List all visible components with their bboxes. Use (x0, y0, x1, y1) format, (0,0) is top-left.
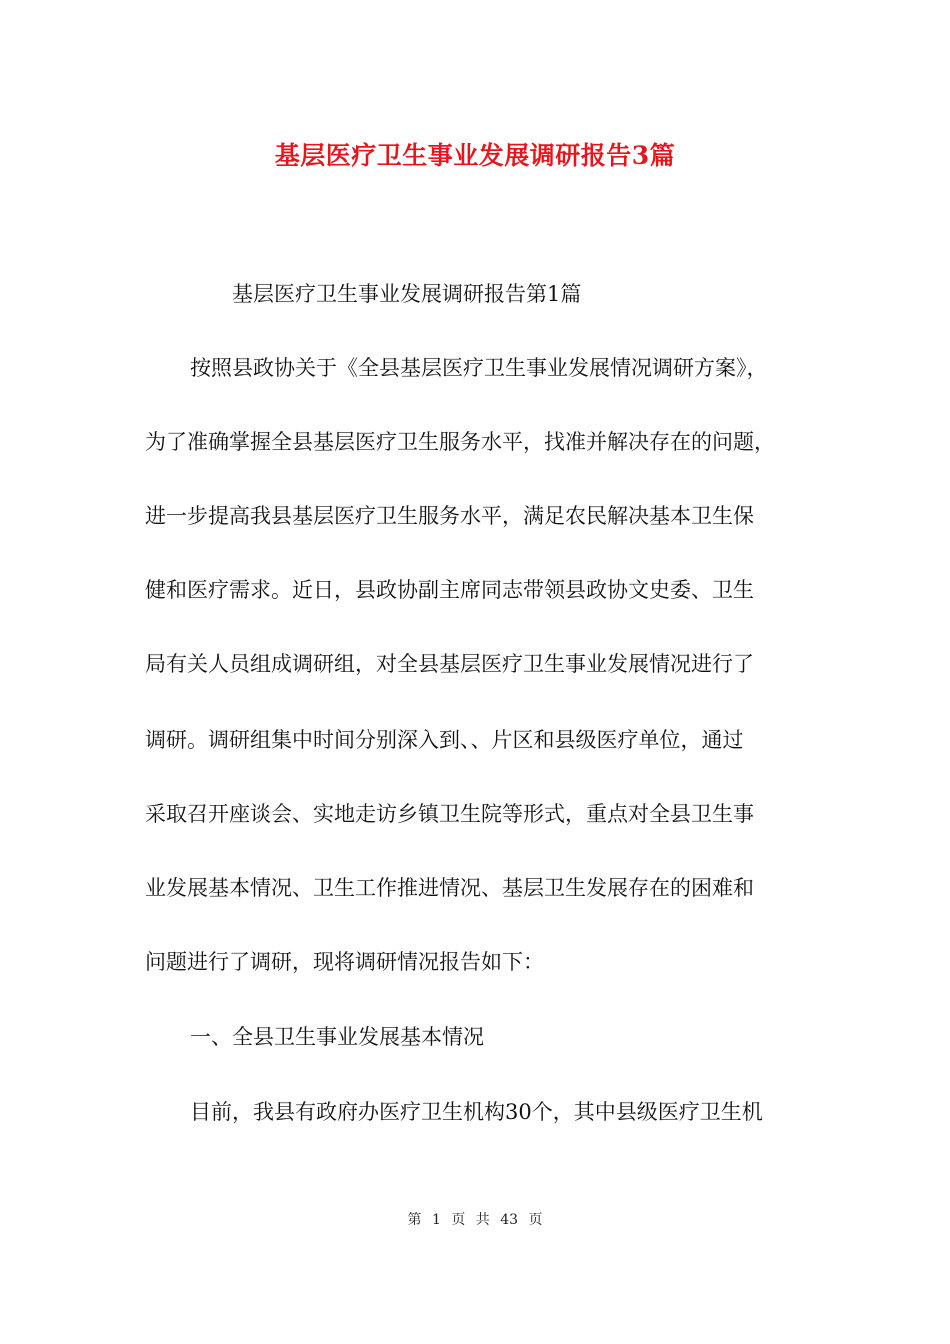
paragraph-line: 进一步提高我县基层医疗卫生服务水平，满足农民解决基本卫生保 (145, 504, 754, 528)
document-title: 基层医疗卫生事业发展调研报告3篇 (274, 141, 676, 170)
paragraph-line: 健和医疗需求。近日，县政协副主席同志带领县政协文史委、卫生 (145, 578, 754, 602)
paragraph-line: 业发展基本情况、卫生工作推进情况、基层卫生发展存在的困难和 (145, 876, 754, 900)
footer-total-prefix: 共 (475, 1212, 490, 1228)
footer-current-page: 1 (431, 1212, 441, 1228)
paragraph-line: 局有关人员组成调研组，对全县基层医疗卫生事业发展情况进行了 (145, 652, 754, 676)
report-subheading: 基层医疗卫生事业发展调研报告第1篇 (232, 282, 582, 306)
paragraph-line: 目前，我县有政府办医疗卫生机构30个，其中县级医疗卫生机 (190, 1100, 763, 1124)
paragraph-line: 采取召开座谈会、实地走访乡镇卫生院等形式，重点对全县卫生事 (145, 802, 754, 826)
page-footer (0, 1209, 950, 1229)
paragraph-line: 问题进行了调研，现将调研情况报告如下： (145, 950, 544, 974)
footer-prefix: 第 (407, 1212, 422, 1228)
section-heading: 一、全县卫生事业发展基本情况 (190, 1025, 484, 1049)
paragraph-line: 按照县政协关于《全县基层医疗卫生事业发展情况调研方案》， (190, 356, 768, 380)
footer-total-suffix: 页 (528, 1212, 543, 1228)
paragraph-line: 调研。调研组集中时间分别深入到、、片区和县级医疗单位，通过 (145, 728, 744, 752)
footer-total-pages: 43 (500, 1212, 519, 1228)
paragraph-line: 为了准确掌握全县基层医疗卫生服务水平，找准并解决存在的问题， (145, 430, 775, 454)
footer-page-label: 页 (451, 1212, 466, 1228)
